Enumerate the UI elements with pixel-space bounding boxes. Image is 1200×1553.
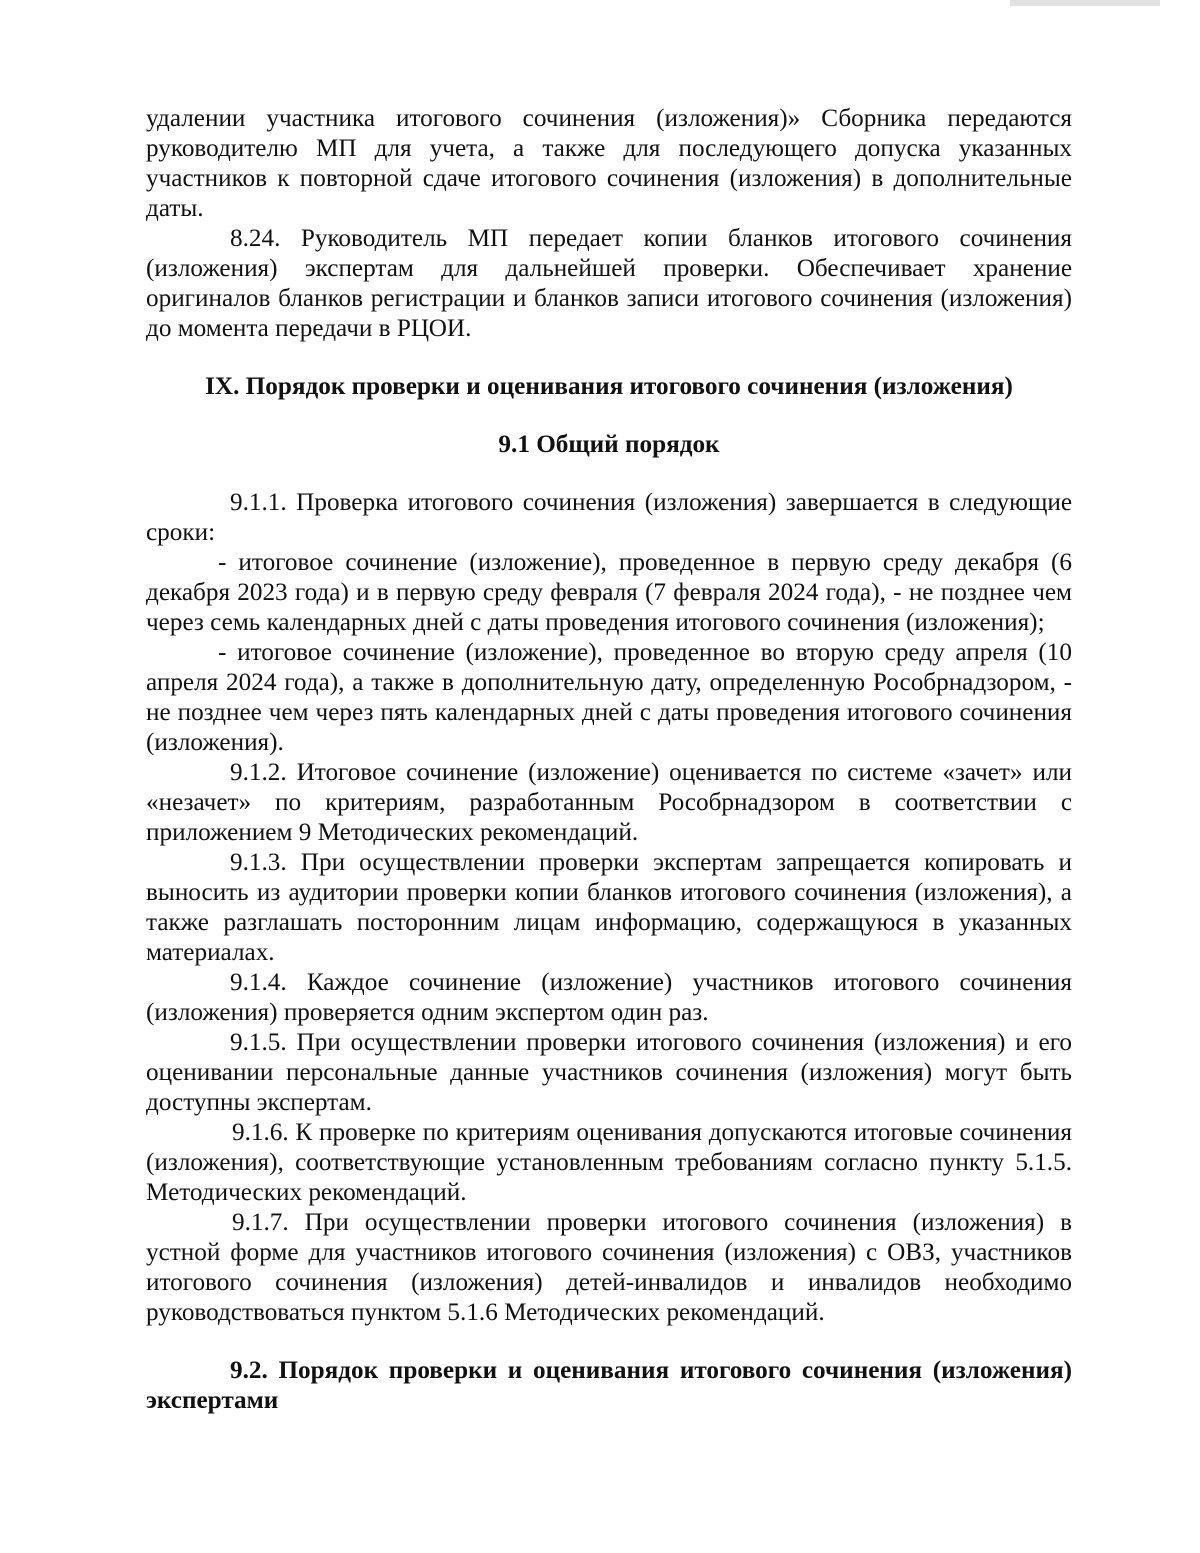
scan-artifact — [1010, 0, 1160, 6]
paragraph-9-1-5: 9.1.5. При осуществлении проверки итогового сочинения (изложения) и его оценивании персональные данные участников сочинения (изложения) могут быть доступны экспертам. — [146, 1029, 1072, 1116]
paragraph-9-1-4: 9.1.4. Каждое сочинение (изложение) участников итогового сочинения (изложения) проверяется одним экспертом один раз. — [146, 969, 1072, 1026]
paragraph-bullet-2: - итоговое сочинение (изложение), проведенное во вторую среду апреля (10 апреля 2024 года), а также в дополнительную дату, определенную Рособрнадзором, - не позднее чем через пять календарных дней с даты проведения итогового сочинения (изложения). — [146, 639, 1072, 756]
paragraph-8-24: 8.24. Руководитель МП передает копии бланков итогового сочинения (изложения) экспертам для дальнейшей проверки. Обеспечивает хранение оригиналов бланков регистрации и бланков записи итогового сочинения (изложения) до момента передачи в РЦОИ. — [146, 225, 1072, 342]
paragraph-continuation: удалении участника итогового сочинения (изложения)» Сборника передаются руководителю МП для учета, а также для последующего допуска указанных участников к повторной сдаче итогового сочинения (изложения) в дополнительные даты. — [146, 105, 1072, 222]
subsection-heading-9-2: 9.2. Порядок проверки и оценивания итогового сочинения (изложения) экспертами — [146, 1357, 1072, 1414]
section-heading: IX. Порядок проверки и оценивания итогового сочинения (изложения) — [205, 373, 1013, 400]
paragraph-9-1-7: 9.1.7. При осуществлении проверки итогового сочинения (изложения) в устной форме для участников итогового сочинения (изложения) с ОВЗ, участников итогового сочинения (изложения) детей-инвалидов и инвалидов необходимо руководствоваться пунктом 5.1.6 Методических рекомендаций. — [146, 1209, 1072, 1326]
paragraph-9-1-6: 9.1.6. К проверке по критериям оценивания допускаются итоговые сочинения (изложения), соответствующие установленным требованиям согласно пункту 5.1.5. Методических рекомендаций. — [146, 1119, 1072, 1206]
paragraph-9-1-3: 9.1.3. При осуществлении проверки экспертам запрещается копировать и выносить из аудитории проверки копии бланков итогового сочинения (изложения), а также разглашать посторонним лицам информацию, содержащуюся в указанных материалах. — [146, 849, 1072, 966]
paragraph-bullet-1: - итоговое сочинение (изложение), проведенное в первую среду декабря (6 декабря 2023 года) и в первую среду февраля (7 февраля 2024 года), - не позднее чем через семь календарных дней с даты проведения итогового сочинения (изложения); — [146, 549, 1072, 636]
paragraph-9-1-1: 9.1.1. Проверка итогового сочинения (изложения) завершается в следующие сроки: — [146, 489, 1072, 546]
subsection-heading-9-1: 9.1 Общий порядок — [498, 431, 720, 458]
paragraph-9-1-2: 9.1.2. Итоговое сочинение (изложение) оценивается по системе «зачет» или «незачет» по критериям, разработанным Рособрнадзором в соответствии с приложением 9 Методических рекомендаций. — [146, 759, 1072, 846]
document-page — [146, 104, 1072, 1416]
